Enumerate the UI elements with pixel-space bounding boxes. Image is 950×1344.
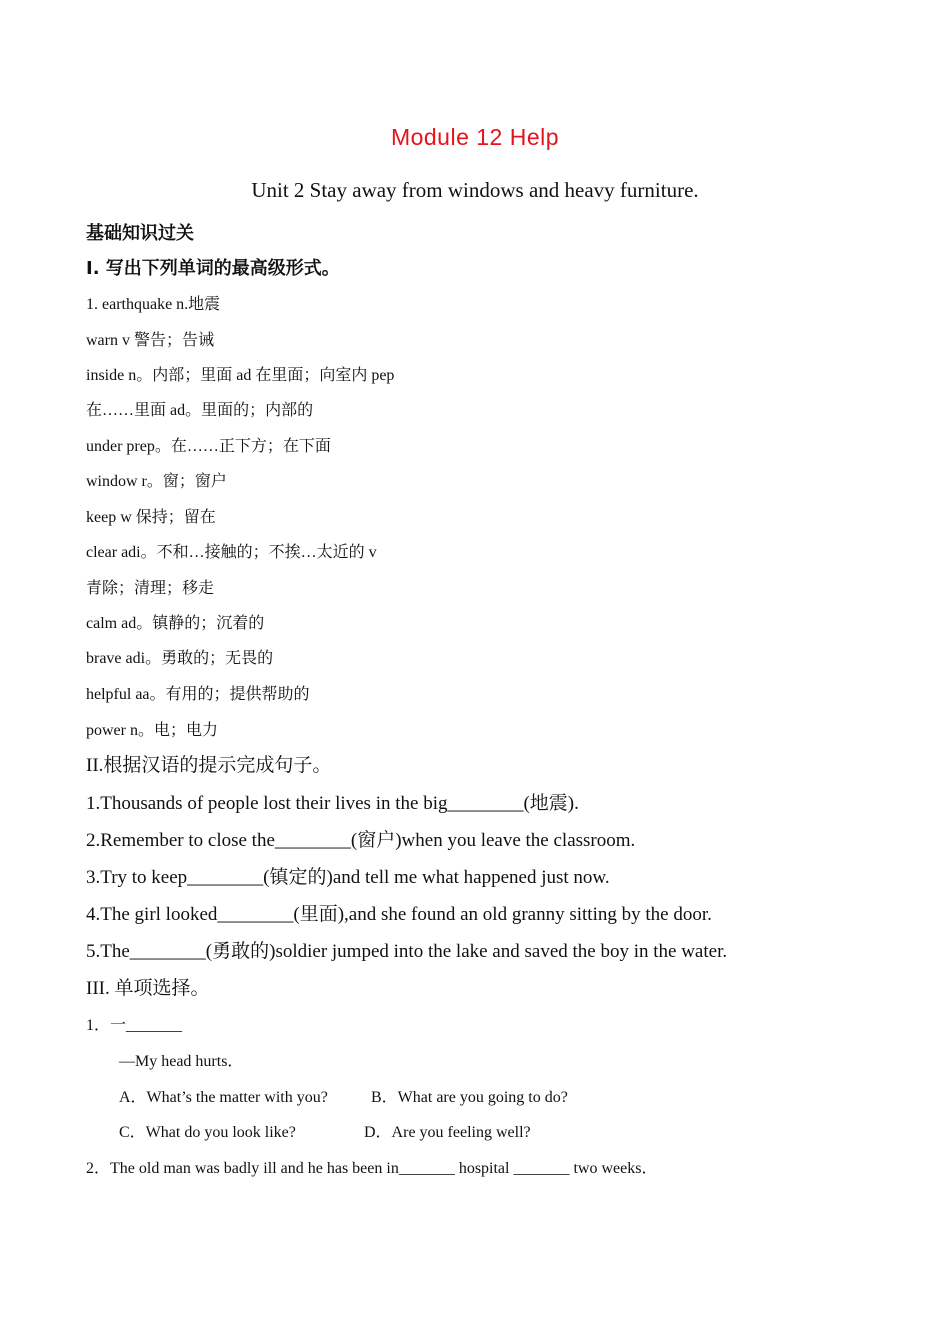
question-2-prompt: 2．The old man was badly ill and he has been in_______ hospital _______ two weeks． [86,1160,658,1177]
part1-heading: I. 写出下列单词的最高级形式。 [86,258,340,279]
vocab-line: keep w 保持；留在 [86,509,216,526]
sentence-item: 4.The girl looked________(里面),and she found an old granny sitting by the door. [86,904,712,925]
vocab-line: inside n。内部；里面 ad 在里面；向室内 pep [86,367,395,384]
vocab-line: power n。电；电力 [86,722,218,739]
vocab-line: 1. earthquake n.地震 [86,296,221,313]
vocab-line: helpful aa。有用的；提供帮助的 [86,686,310,703]
question-1-reply: —My head hurts． [119,1053,244,1070]
vocab-line: under prep。在……正下方；在下面 [86,438,331,455]
vocab-line: calm ad。镇静的；沉着的 [86,615,265,632]
sentence-item: 3.Try to keep________(镇定的)and tell me what happened just now. [86,867,610,888]
vocab-line: window r。窗；窗户 [86,473,227,490]
section-heading: 基础知识过关 [86,223,194,244]
part2-heading: II.根据汉语的提示完成句子。 [86,755,332,776]
vocab-line: clear adi。不和…接触的；不挨…太近的 v [86,544,377,561]
module-title: Module 12 Help [390,124,560,150]
sentence-item: 2.Remember to close the________(窗户)when you leave the classroom. [86,830,636,851]
option-c: C．What do you look like? [119,1124,296,1141]
vocab-line: 青除；清理；移走 [86,580,215,597]
option-d: D．Are you feeling well? [364,1124,531,1141]
sentence-item: 5.The________(勇敢的)soldier jumped into the lake and saved the boy in the water. [86,941,728,962]
part3-heading: III. 单项选择。 [86,978,210,999]
vocab-line: warn v 警告；告诫 [86,332,214,349]
sentence-item: 1.Thousands of people lost their lives in the big________(地震). [86,793,579,814]
option-a: A．What’s the matter with you? [119,1089,328,1106]
unit-title: Unit 2 Stay away from windows and heavy furniture. [251,178,699,202]
vocab-line: brave adi。勇敢的；无畏的 [86,650,274,667]
question-1-prompt: 1．一_______ [86,1017,183,1034]
vocab-line: 在……里面 ad。里面的；内部的 [86,402,314,419]
option-b: B．What are you going to do? [371,1089,568,1106]
